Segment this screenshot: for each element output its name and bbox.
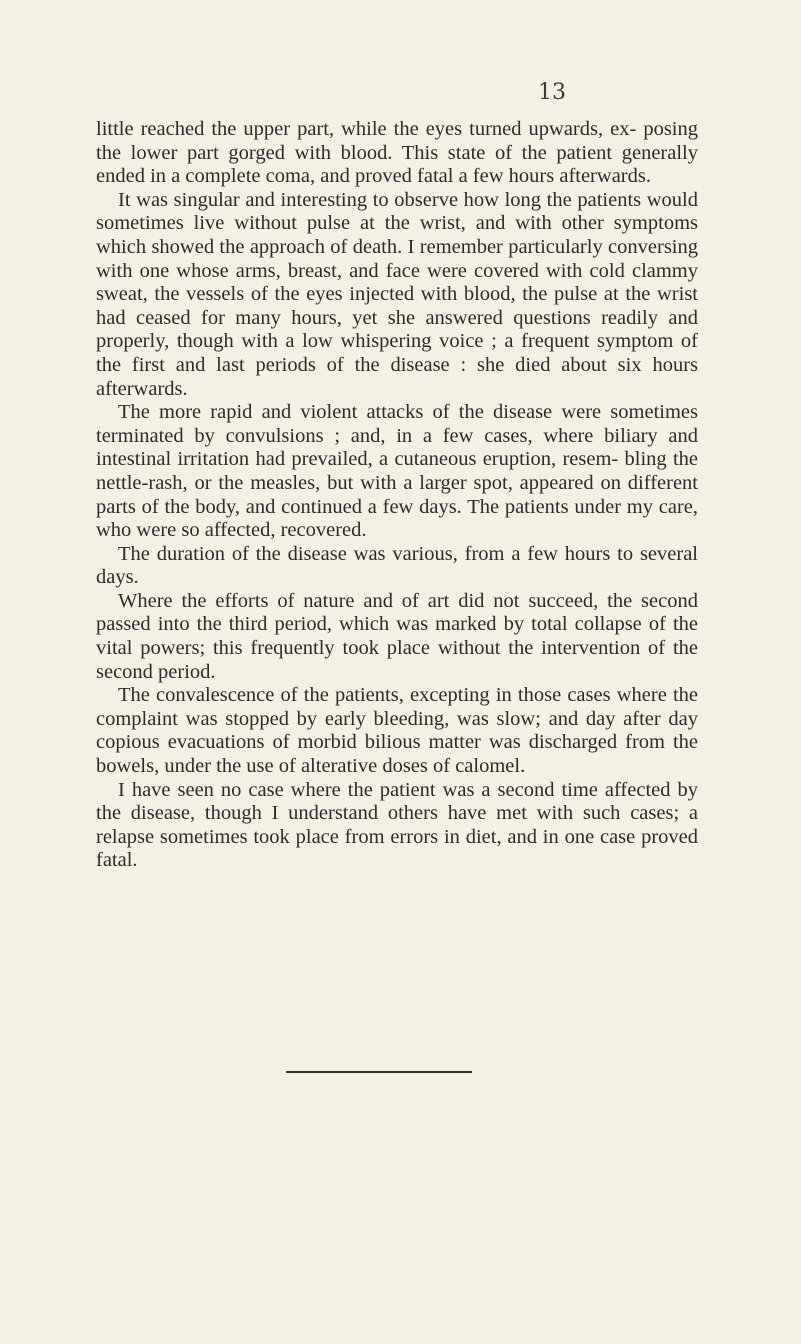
page-number: 13 xyxy=(538,80,566,105)
body-text xyxy=(96,118,698,873)
paragraph-1: little reached the upper part, while the eyes turned upwards, ex- posing the lower part gorged with blood. This state of the patient generally ended in a complete coma, and proved fatal a few hours afterwards. xyxy=(96,118,698,188)
paragraph-4: The duration of the disease was various, from a few hours to several days. xyxy=(96,542,698,589)
paragraph-5: Where the efforts of nature and of art did not succeed, the second passed into the third period, which was marked by total collapse of the vital powers; this frequently took place without the intervention of the second period. xyxy=(96,589,698,683)
paragraph-6: The convalescence of the patients, excepting in those cases where the complaint was stopped by early bleeding, was slow; and day after day copious evacuations of morbid bilious matter was discharged from the bowels, under the use of alterative doses of calomel. xyxy=(96,684,698,778)
paragraph-2: It was singular and interesting to observe how long the patients would sometimes live without pulse at the wrist, and with other symptoms which showed the approach of death. I remember particularly conversing with one whose arms, breast, and face were covered with cold clammy sweat, the vessels of the eyes injected with blood, the pulse at the wrist had ceased for many hours, yet she answered questions readily and properly, though with a low whispering voice ; a frequent symptom of the first and last periods of the disease : she died about six hours afterwards. xyxy=(96,188,698,400)
paragraph-7: I have seen no case where the patient was a second time affected by the disease, though I understand others have met with such cases; a relapse sometimes took place from errors in diet, and in one case proved fatal. xyxy=(96,778,698,872)
section-divider xyxy=(286,1071,472,1073)
paragraph-3: The more rapid and violent attacks of the disease were sometimes terminated by convulsions ; and, in a few cases, where biliary and intestinal irritation had prevailed, a cutaneous eruption, resem- bling the nettle-rash, or the measles, but with a larger spot, appeared on different parts of the body, and continued a few days. The patients under my care, who were so affected, recovered. xyxy=(96,401,698,542)
